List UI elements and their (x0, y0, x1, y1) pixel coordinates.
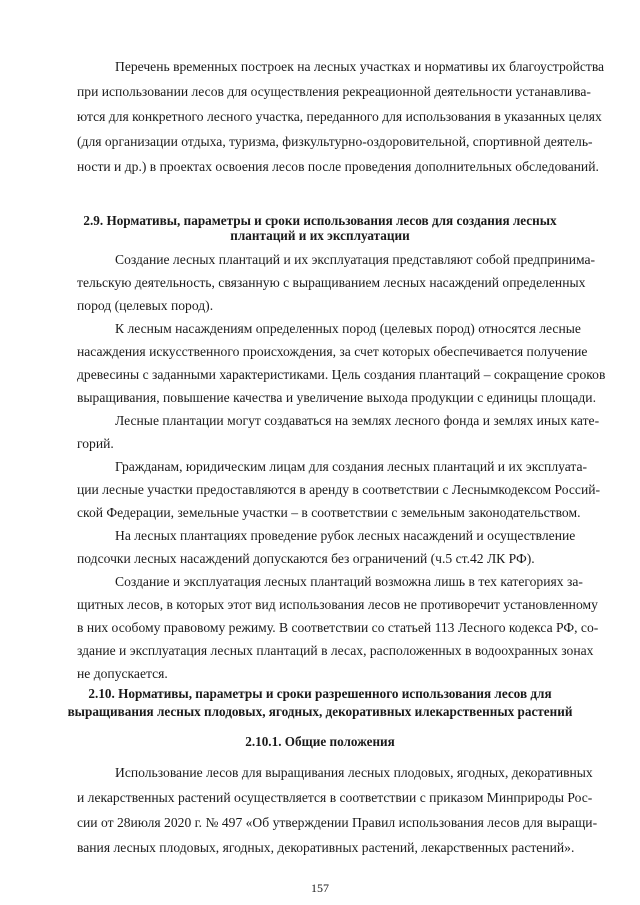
paragraph-line: не допускается. (77, 666, 168, 681)
paragraph-line: горий. (77, 436, 114, 451)
intro-line: ности и др.) в проектах освоения лесов после проведения дополнительных обследований. (77, 159, 599, 174)
paragraph-line: Гражданам, юридическим лицам для создания лесных плантаций и их эксплуата- (115, 459, 588, 474)
paragraph-line: К лесным насаждениям определенных пород (целевых пород) относятся лесные (115, 321, 581, 336)
intro-line: (для организации отдыха, туризма, физкультурно-оздоровительной, спортивной деятель- (77, 134, 593, 149)
paragraph-line: пород (целевых пород). (77, 298, 214, 313)
intro-line: ются для конкретного лесного участка, переданного для использования в указанных целях (77, 109, 602, 124)
paragraph-line: насаждения искусственного происхождения, за счет которых обеспечивается получение (77, 344, 588, 359)
page-number: 157 (311, 881, 329, 895)
paragraph-line: в них особому правовому режиму. В соответствии со статьей 113 Лесного кодекса РФ, со- (77, 620, 599, 635)
paragraph-line: Использование лесов для выращивания лесных плодовых, ягодных, декоративных (115, 765, 593, 780)
paragraph-line: вания лесных плодовых, ягодных, декоративных растений, лекарственных растений». (77, 840, 575, 855)
paragraph-line: выращивания, повышение качества и увеличение выхода продукции с единицы площади. (77, 390, 596, 405)
intro-line: Перечень временных построек на лесных участках и нормативы их благоустройства (115, 59, 605, 74)
subsection-2-10-1-heading: 2.10.1. Общие положения (245, 734, 395, 749)
section-2-9-heading: 2.9. Нормативы, параметры и сроки использования лесов для создания лесных (83, 213, 557, 228)
paragraph-line: щитных лесов, в которых этот вид использования лесов не противоречит установленному (77, 597, 598, 612)
section-2-10-heading: 2.10. Нормативы, параметры и сроки разрешенного использования лесов для (88, 686, 552, 701)
paragraph-line: Лесные плантации могут создаваться на землях лесного фонда и землях иных кате- (115, 413, 600, 428)
paragraph-line: здание и эксплуатация лесных плантаций в лесах, расположенных в водоохранных зонах (77, 643, 594, 658)
section-2-9-heading: плантаций и их эксплуатации (230, 228, 410, 243)
paragraph-line: Создание лесных плантаций и их эксплуатация представляют собой предпринима- (115, 252, 596, 267)
paragraph-line: ской Федерации, земельные участки – в соответствии с земельным законодательством. (77, 505, 581, 520)
intro-line: при использовании лесов для осуществления рекреационной деятельности устанавлива- (77, 84, 591, 99)
paragraph-line: подсочки лесных насаждений допускаются без ограничений (ч.5 ст.42 ЛК РФ). (77, 551, 535, 566)
paragraph-line: сии от 28июля 2020 г. № 497 «Об утверждении Правил использования лесов для выращи- (77, 815, 598, 830)
paragraph-line: древесины с заданными характеристиками. Цель создания плантаций – сокращение сроков (77, 367, 606, 382)
paragraph-line: и лекарственных растений осуществляется в соответствии с приказом Минприроды Рос- (77, 790, 593, 805)
paragraph-line: На лесных плантациях проведение рубок лесных насаждений и осуществление (115, 528, 576, 543)
section-2-10-heading: выращивания лесных плодовых, ягодных, декоративных илекарственных растений (67, 704, 573, 719)
paragraph-line: тельскую деятельность, связанную с выращиванием лесных насаждений определенных (77, 275, 586, 290)
paragraph-line: ции лесные участки предоставляются в аренду в соответствии с Леснымкодексом Россий- (77, 482, 601, 497)
paragraph-line: Создание и эксплуатация лесных плантаций возможна лишь в тех категориях за- (115, 574, 583, 589)
